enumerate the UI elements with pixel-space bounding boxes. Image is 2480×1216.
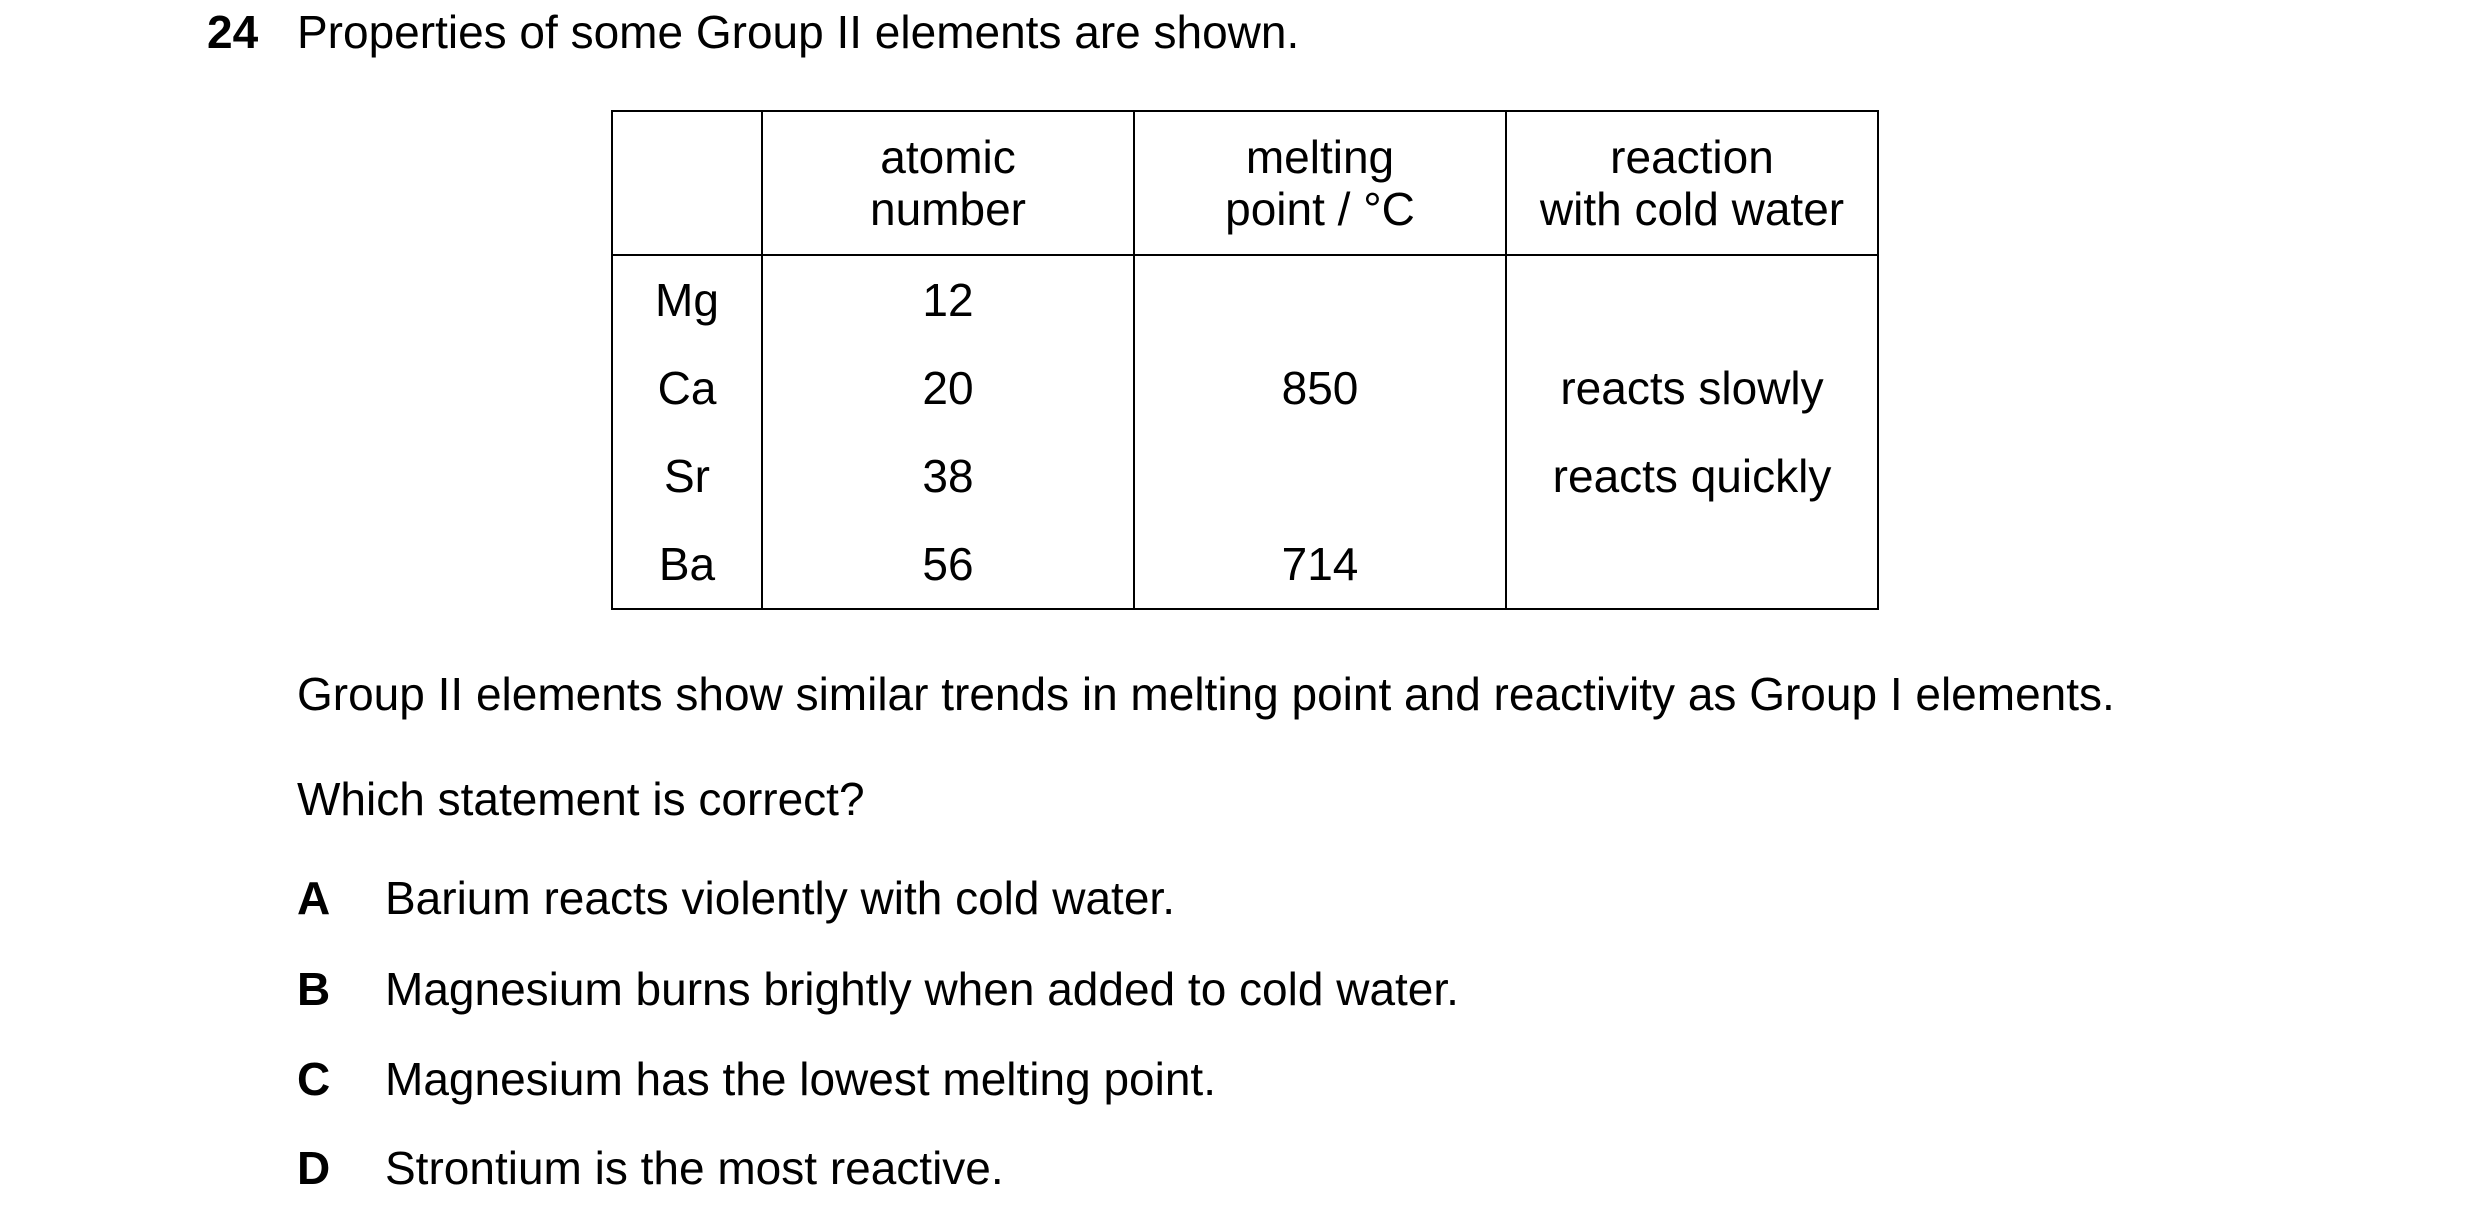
header-reaction-line1: reaction [1610, 131, 1774, 183]
table-row [612, 520, 1878, 609]
cell-reaction [1506, 520, 1878, 609]
cell-atomic-number: 12 [762, 255, 1134, 344]
cell-atomic-number: 20 [762, 344, 1134, 432]
cell-reaction: reacts slowly [1506, 344, 1878, 432]
cell-element: Ba [612, 520, 762, 609]
cell-element: Mg [612, 255, 762, 344]
question-prompt: Which statement is correct? [297, 773, 865, 825]
header-reaction [1506, 111, 1878, 255]
table-row [612, 432, 1878, 520]
header-atomic-number [762, 111, 1134, 255]
option-text: Strontium is the most reactive. [385, 1142, 1004, 1194]
cell-melting-point: 714 [1134, 520, 1506, 609]
table-row [612, 255, 1878, 344]
question-stem: Properties of some Group II elements are shown. [297, 6, 1300, 58]
context-statement: Group II elements show similar trends in melting point and reactivity as Group I elements. [297, 668, 2115, 720]
cell-melting-point [1134, 255, 1506, 344]
table-row [612, 344, 1878, 432]
cell-reaction: reacts quickly [1506, 432, 1878, 520]
properties-table [611, 110, 1879, 610]
option-letter: C [297, 1053, 331, 1105]
header-atomic-line1: atomic [880, 131, 1016, 183]
option-text: Barium reacts violently with cold water. [385, 872, 1175, 924]
question-number: 24 [207, 6, 259, 58]
cell-reaction [1506, 255, 1878, 344]
table-header-row [612, 111, 1878, 255]
option-text: Magnesium has the lowest melting point. [385, 1053, 1216, 1105]
cell-melting-point [1134, 432, 1506, 520]
header-melting-line1: melting [1245, 131, 1395, 183]
header-melting-point [1134, 111, 1506, 255]
cell-element: Ca [612, 344, 762, 432]
cell-melting-point: 850 [1134, 344, 1506, 432]
header-melting-line2: point / °C [1225, 183, 1415, 235]
option-text: Magnesium burns brightly when added to cold water. [385, 963, 1459, 1015]
option-letter: B [297, 963, 331, 1015]
header-reaction-line2: with cold water [1539, 183, 1845, 235]
cell-atomic-number: 56 [762, 520, 1134, 609]
header-element [612, 111, 762, 255]
option-letter: D [297, 1142, 331, 1194]
header-atomic-line2: number [870, 183, 1026, 235]
cell-element: Sr [612, 432, 762, 520]
option-letter: A [297, 872, 331, 924]
cell-atomic-number: 38 [762, 432, 1134, 520]
